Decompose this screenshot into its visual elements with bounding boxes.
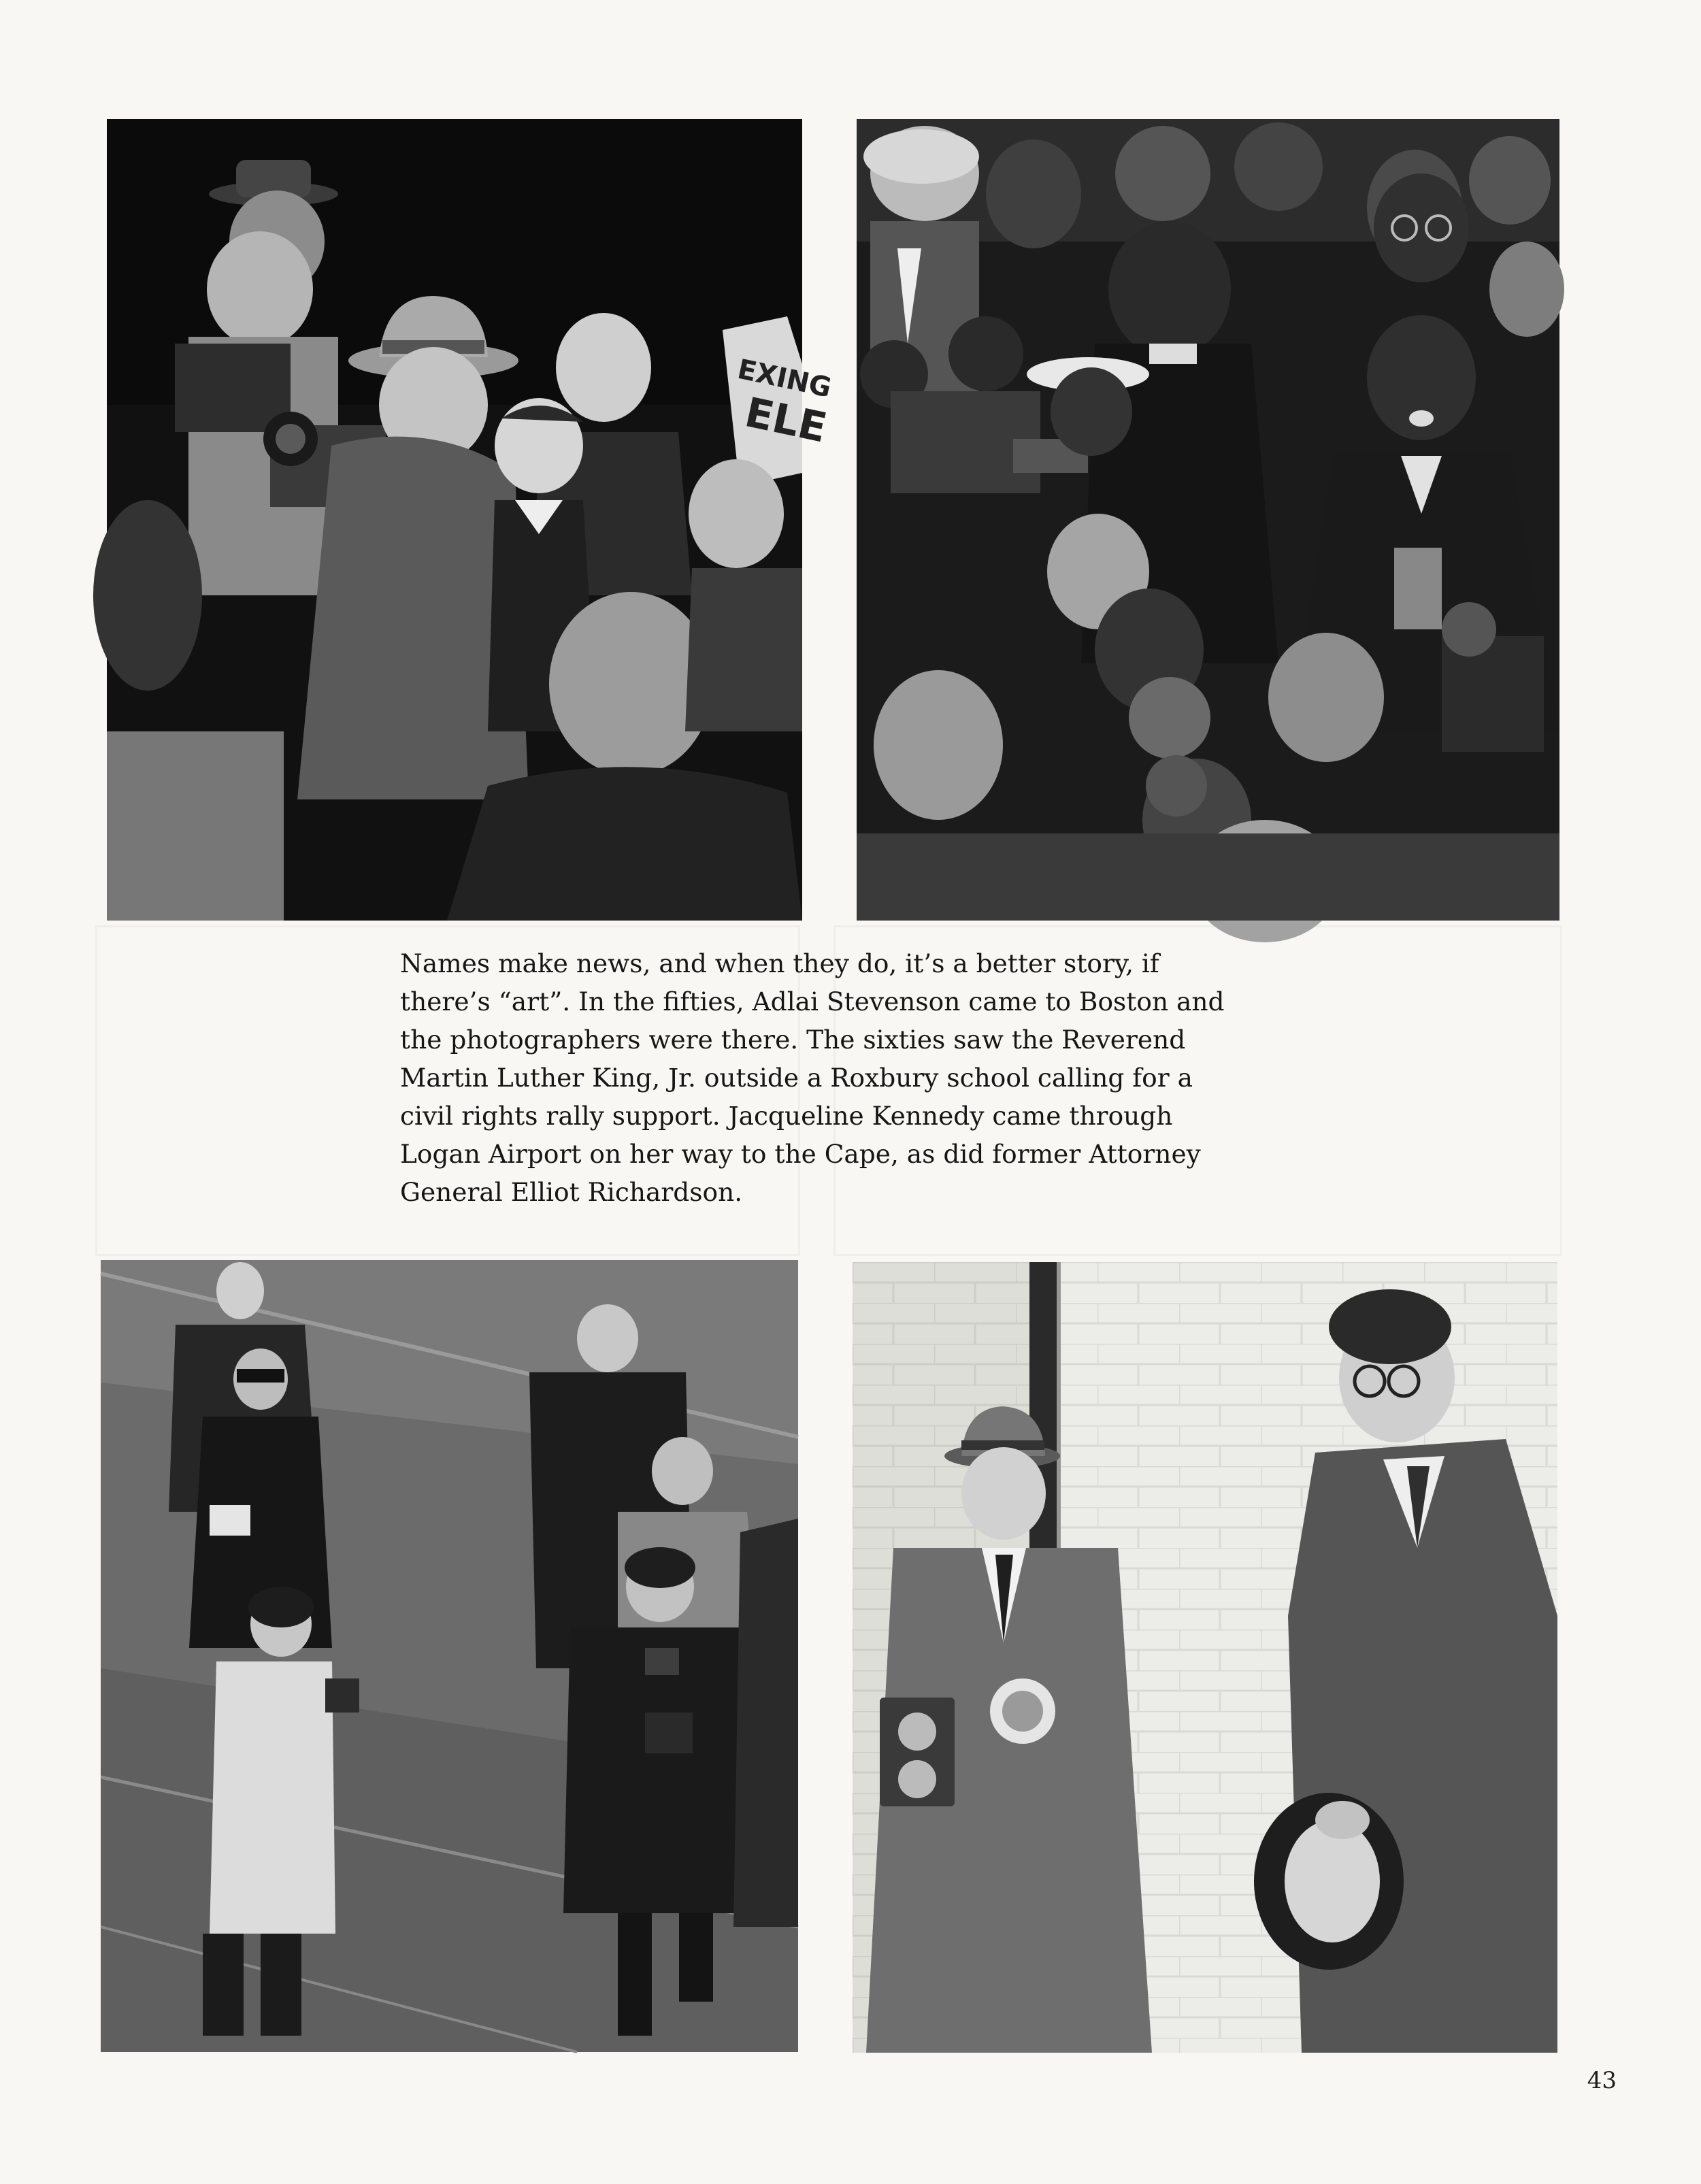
caption-line: the photographers were there. The sixties saw the Reverend	[400, 1025, 1186, 1055]
photo-kennedy-tarmac	[101, 1260, 798, 2052]
svg-text:EXING: EXING	[734, 353, 834, 404]
page-number: 43	[1587, 2067, 1617, 2094]
caption-line: General Elliot Richardson.	[400, 1177, 743, 1207]
caption-line: civil rights rally support. Jacqueline Kennedy came through	[400, 1101, 1173, 1131]
caption-line: Names make news, and when they do, it’s a better story, if	[400, 948, 1159, 978]
caption-line: there’s “art”. In the fifties, Adlai Stevenson came to Boston and	[400, 987, 1225, 1016]
caption-line: Martin Luther King, Jr. outside a Roxbury school calling for a	[400, 1063, 1193, 1093]
photo-richardson-photographer	[853, 1262, 1557, 2053]
photo-stevenson-crowd	[107, 119, 834, 921]
photo-king-roxbury-crowd	[857, 119, 1559, 921]
caption-line: Logan Airport on her way to the Cape, as did former Attorney	[400, 1139, 1201, 1169]
photo-caption	[400, 944, 1285, 1211]
svg-text:ELE: ELE	[740, 388, 831, 452]
